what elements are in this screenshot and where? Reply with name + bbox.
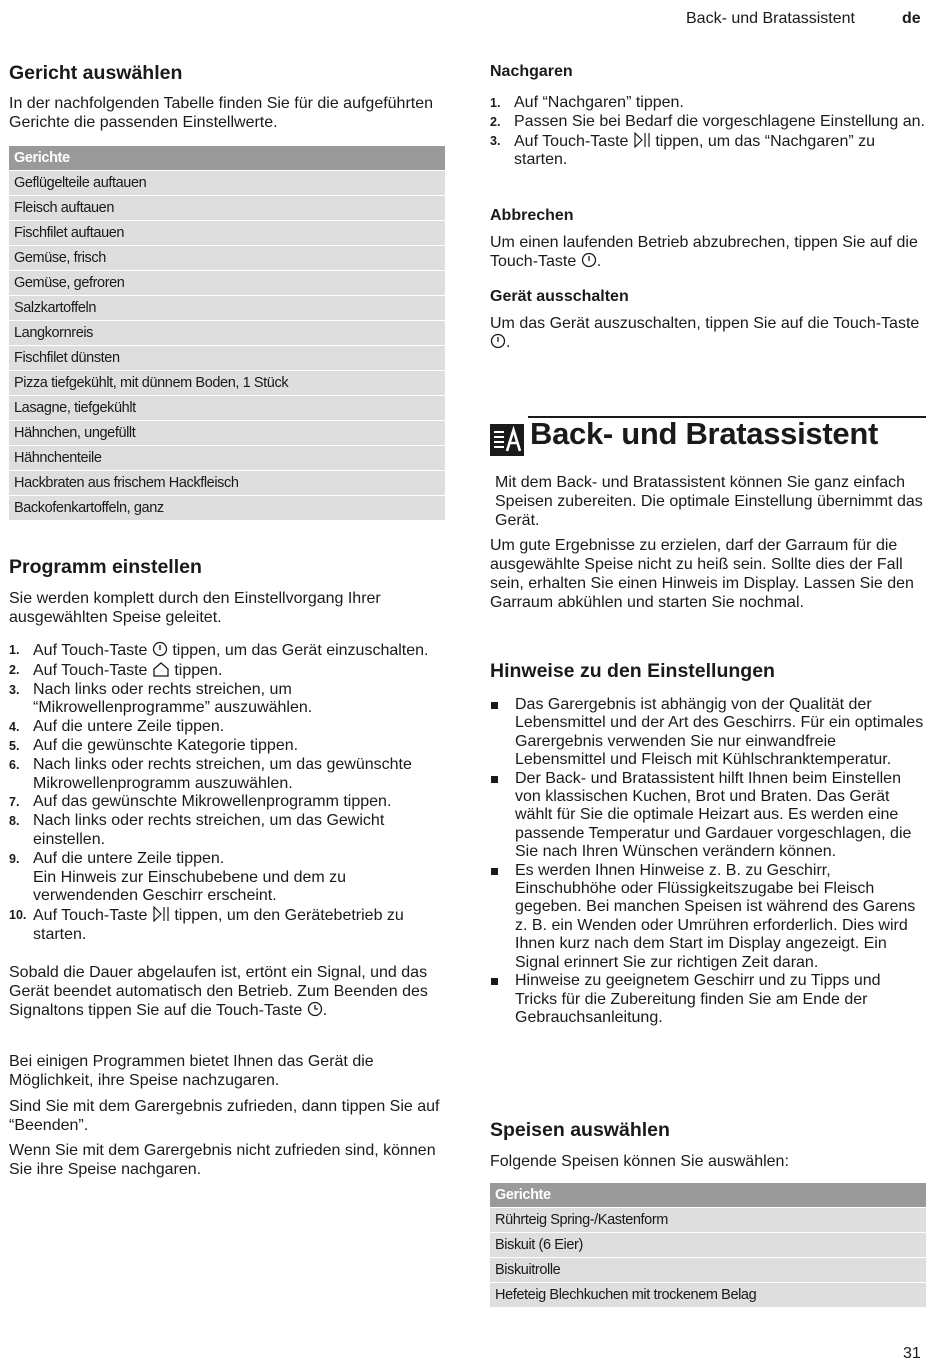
table-row: Biskuitrolle	[490, 1258, 926, 1283]
table-row: Backofenkartoffeln, ganz	[9, 496, 445, 521]
ausschalten-text: Um das Gerät auszuschalten, tippen Sie auf die Touch-Taste .	[490, 315, 920, 351]
list-item: 1. Auf Touch-Taste tippen, um das Gerät einzuschalten.	[9, 642, 429, 659]
list-item: 2. Passen Sie bei Bedarf die vorgeschlagene Einstellung an.	[490, 112, 925, 130]
table-row: Lasagne, tiefgekühlt	[9, 396, 445, 421]
table-row: Fleisch auftauen	[9, 196, 445, 221]
list-item: 8. Nach links oder rechts streichen, um das Gewicht einstellen.	[9, 812, 385, 848]
table-row: Hähnchen, ungefüllt	[9, 421, 445, 446]
after-steps-text: Sobald die Dauer abgelaufen ist, ertönt ein Signal, und das Gerät beendet automatisch den Betrieb. Zum Beenden des Signaltons tippen Sie auf die Touch-Taste .	[9, 964, 428, 1019]
table-header: Gerichte	[490, 1183, 926, 1208]
list-item: 3. Auf Touch-Taste tippen, um das “Nachgaren” zu starten.	[490, 132, 876, 169]
heading-nachgaren: Nachgaren	[490, 63, 573, 80]
table-row: Pizza tiefgekühlt, mit dünnem Boden, 1 Stück	[9, 371, 445, 396]
table-row: Biskuit (6 Eier)	[490, 1233, 926, 1258]
section-title-text: Back- und Bratassistent	[530, 416, 878, 451]
program-steps	[9, 641, 449, 945]
list-item: Das Garergebnis ist abhängig von der Qualität der Lebensmittel und der Art des Geschirrs. Für ein optimales Garergebnis verwenden Sie nur einwandfreie Lebensmittel und Fleisch mit Kühlschranktemperatur.	[490, 696, 926, 770]
heading-geraet-ausschalten: Gerät ausschalten	[490, 288, 629, 305]
intro-speisen: Folgende Speisen können Sie auswählen:	[490, 1153, 789, 1170]
heading-hinweise: Hinweise zu den Einstellungen	[490, 660, 775, 682]
home-icon	[152, 661, 170, 677]
table-row: Hackbraten aus frischem Hackfleisch	[9, 471, 445, 496]
assistant-hint: Um gute Ergebnisse zu erzielen, darf der Garraum für die ausgewählte Speise nicht zu heiß sein. Sollte dies der Fall sein, erhalten Sie einen Hinweis im Display. Lassen Sie den Garraum abkühlen und starten Sie nochmal.	[490, 537, 914, 611]
speisen-table	[490, 1183, 926, 1308]
list-item: 4. Auf die untere Zeile tippen.	[9, 718, 225, 736]
table-row: Fischfilet dünsten	[9, 346, 445, 371]
assistant-a-icon	[490, 424, 524, 456]
table-header: Gerichte	[9, 146, 445, 171]
list-item: Der Back- und Bratassistent hilft Ihnen beim Einstellen von klassischen Kuchen, Brot und Braten. Das Gerät wählt für Sie die optimale Heizart aus. Es werden eine passende Temperatur und Gardauer vorgeschlagen, die Sie nach Ihren Wünschen verändern können.	[490, 770, 926, 862]
abbrechen-text: Um einen laufenden Betrieb abzubrechen, tippen Sie auf die Touch-Taste .	[490, 234, 918, 270]
intro-programm: Sie werden komplett durch den Einstellvorgang Ihrer ausgewählten Speise geleitet.	[9, 590, 381, 626]
heading-programm-einstellen: Programm einstellen	[9, 556, 202, 578]
page-header	[0, 8, 950, 30]
header-language: de	[902, 10, 921, 27]
header-title: Back- und Bratassistent	[686, 10, 855, 27]
list-item: 3. Nach links oder rechts streichen, um “Mikrowellenprogramme” auszuwählen.	[9, 680, 313, 717]
table-row: Hefeteig Blechkuchen mit trockenem Belag	[490, 1283, 926, 1308]
table-row: Salzkartoffeln	[9, 296, 445, 321]
list-item: 7. Auf das gewünschte Mikrowellenprogramm tippen.	[9, 793, 392, 811]
assistant-intro: Mit dem Back- und Bratassistent können Sie ganz einfach Speisen zubereiten. Die optimale Einstellung übernimmt das Gerät.	[495, 474, 923, 529]
section-title-back-bratassistent	[490, 416, 926, 456]
hinweise-list	[490, 696, 926, 1027]
intro-gericht: In der nachfolgenden Tabelle finden Sie für die aufgeführten Gerichte die passenden Einstellwerte.	[9, 95, 434, 131]
dishes-table	[9, 146, 445, 521]
table-row: Gemüse, frisch	[9, 246, 445, 271]
start-pause-icon	[152, 906, 170, 922]
power-icon	[581, 252, 597, 268]
paragraph-nachgaren-info: Bei einigen Programmen bietet Ihnen das Gerät die Möglichkeit, ihre Speise nachzugaren.	[9, 1053, 374, 1089]
start-pause-icon	[633, 132, 651, 148]
table-row: Fischfilet auftauen	[9, 221, 445, 246]
power-icon	[490, 333, 506, 349]
nachgaren-steps	[490, 94, 930, 170]
list-item: Es werden Ihnen Hinweise z. B. zu Geschirr, Einschubhöhe oder Flüssigkeitszugabe bei Fleisch gegeben. Bei manchen Speisen ist während des Garens z. B. ein Wenden oder Umrühren erforderlich. Dies wird Ihnen kurz nach dem Start im Display angezeigt. Ein Signal erinnert Sie zur richtigen Zeit daran.	[490, 862, 926, 972]
page-number: 31	[903, 1345, 921, 1362]
paragraph-nicht-zufrieden: Wenn Sie mit dem Garergebnis nicht zufrieden sind, können Sie ihre Speise nachgaren.	[9, 1142, 436, 1178]
heading-speisen-auswaehlen: Speisen auswählen	[490, 1119, 670, 1141]
list-item: 9. Auf die untere Zeile tippen. Ein Hinweis zur Einschubebene und dem zu verwendenden Geschirr erscheint.	[9, 849, 347, 905]
paragraph-zufrieden: Sind Sie mit dem Garergebnis zufrieden, dann tippen Sie auf “Beenden”.	[9, 1098, 440, 1134]
table-row: Hähnchenteile	[9, 446, 445, 471]
list-item: 2. Auf Touch-Taste tippen.	[9, 661, 223, 679]
list-item: 5. Auf die gewünschte Kategorie tippen.	[9, 736, 299, 754]
heading-abbrechen: Abbrechen	[490, 207, 574, 224]
power-icon	[152, 641, 168, 657]
table-row: Geflügelteile auftauen	[9, 171, 445, 196]
list-item: 1. Auf “Nachgaren” tippen.	[490, 94, 684, 111]
list-item: 10. Auf Touch-Taste tippen, um den Gerätebetrieb zu starten.	[9, 907, 404, 943]
table-row: Rührteig Spring-/Kastenform	[490, 1208, 926, 1233]
heading-gericht-auswaehlen: Gericht auswählen	[9, 62, 183, 84]
list-item: 6. Nach links oder rechts streichen, um das gewünschte Mikrowellenprogramm auszuwählen.	[9, 755, 412, 792]
table-row: Gemüse, gefroren	[9, 271, 445, 296]
list-item: Hinweise zu geeignetem Geschirr und zu Tipps und Tricks für die Zubereitung finden Sie am Ende der Gebrauchsanleitung.	[490, 972, 926, 1027]
table-row: Langkornreis	[9, 321, 445, 346]
timer-icon	[307, 1001, 323, 1017]
